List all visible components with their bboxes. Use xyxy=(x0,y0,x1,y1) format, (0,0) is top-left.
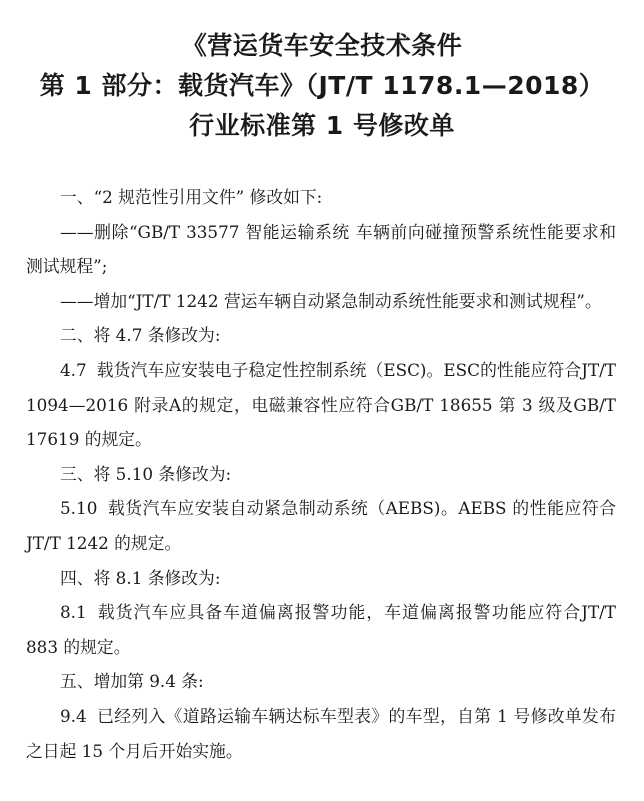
document-body xyxy=(26,180,616,768)
section-4-clause xyxy=(26,595,616,664)
section-4-heading: 四、将 8.1 条修改为: xyxy=(60,567,221,588)
title-line-3: 行业标准第 1 号修改单 xyxy=(189,111,455,140)
title-line-2: 第 1 部分：载货汽车》（JT/T 1178.1—2018） xyxy=(39,71,605,100)
section-1-item-delete: ——删除“GB/T 33577 智能运输系统 车辆前向碰撞预警系统性能要求和测试规程”; xyxy=(26,221,616,277)
section-3-clause xyxy=(26,491,616,560)
section-5-heading: 五、增加第 9.4 条: xyxy=(60,671,204,692)
section-1-item-add: ——增加“JT/T 1242 营运车辆自动紧急制动系统性能要求和测试规程”。 xyxy=(60,290,602,311)
section-3-heading: 三、将 5.10 条修改为: xyxy=(60,463,232,484)
clause-text: 载货汽车应具备车道偏离报警功能，车道偏离报警功能应符合JT/T 883 的规定。 xyxy=(26,602,616,657)
section-2-heading: 二、将 4.7 条修改为: xyxy=(60,325,221,346)
document-title xyxy=(0,26,644,146)
section-5-clause xyxy=(26,699,616,768)
section-1-heading: 一、“2 规范性引用文件” 修改如下: xyxy=(60,187,323,207)
title-line-1: 《营运货车安全技术条件 xyxy=(181,31,463,60)
clause-number: 5.10 xyxy=(60,498,98,519)
clause-number: 4.7 xyxy=(60,359,87,380)
clause-text: 载货汽车应安装电子稳定性控制系统（ESC)。ESC的性能应符合JT/T 1094—2016 附录A的规定，电磁兼容性应符合GB/T 18655 第 3 级及GB/T 17619 的规定。 xyxy=(26,359,616,450)
clause-number: 9.4 xyxy=(60,705,87,726)
clause-text: 已经列入《道路运输车辆达标车型表》的车型，自第 1 号修改单发布之日起 15 个月后开始实施。 xyxy=(26,705,616,761)
clause-number: 8.1 xyxy=(60,602,87,623)
section-2-clause xyxy=(26,353,616,457)
clause-text: 载货汽车应安装自动紧急制动系统（AEBS)。AEBS 的性能应符合JT/T 1242 的规定。 xyxy=(26,498,616,553)
